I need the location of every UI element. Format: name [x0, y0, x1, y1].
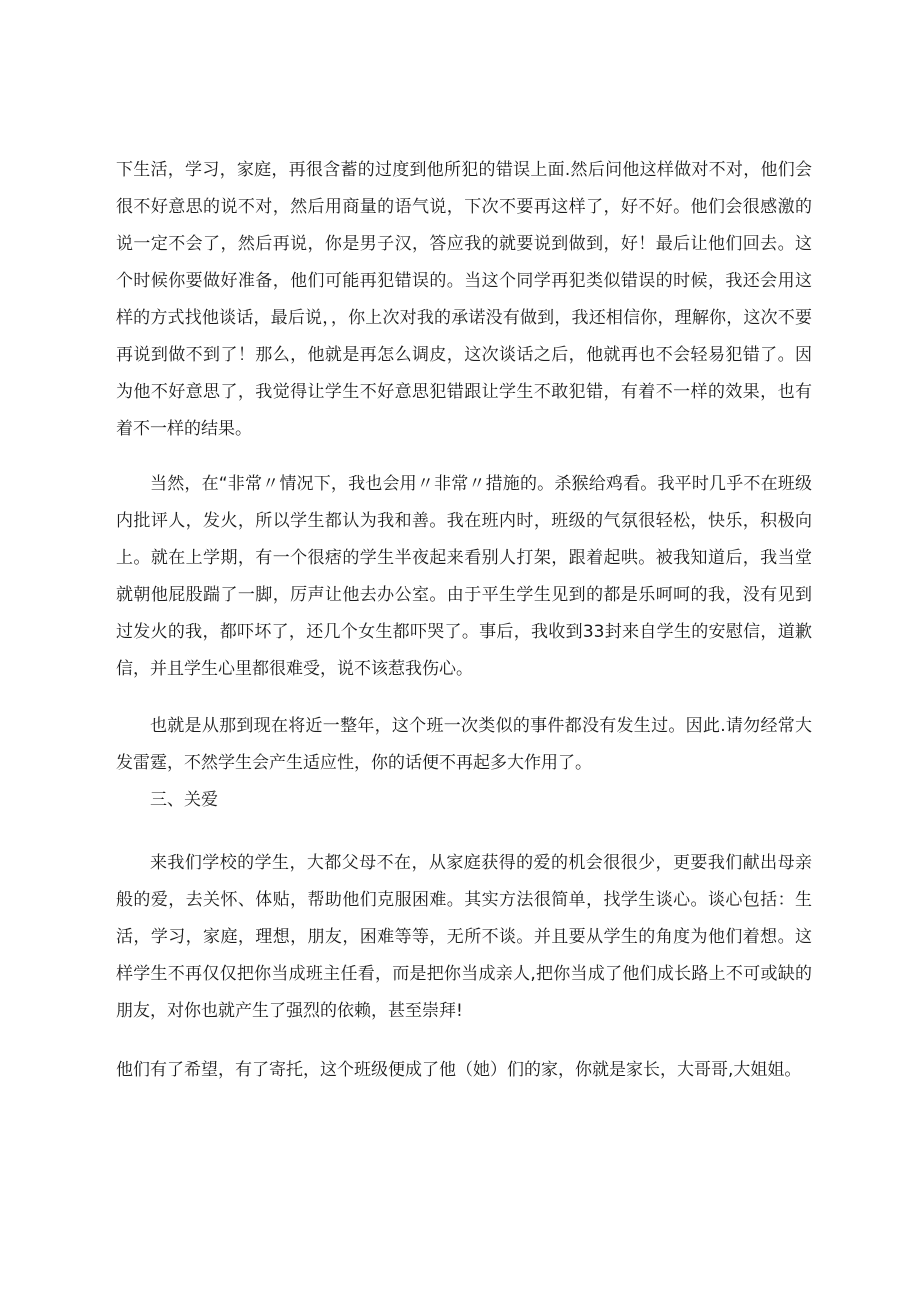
paragraph-3: 也就是从那到现在将近一整年，这个班一次类似的事件都没有发生过。因此.请勿经常大发雷霆，不然学生会产生适应性，你的话便不再起多大作用了。: [116, 716, 812, 773]
section-heading: 三、关爱: [150, 790, 218, 810]
paragraph-5: 他们有了希望，有了寄托，这个班级便成了他（她）们的家，你就是家长，大哥哥,大姐姐。: [116, 1060, 802, 1080]
document-body: [116, 152, 812, 1089]
paragraph-1: 下生活，学习，家庭，再很含蓄的过度到他所犯的错误上面.然后问他这样做对不对，他们会很不好意思的说不对，然后用商量的语气说，下次不要再这样了，好不好。他们会很感激的说一定不会了，然后再说，你是男子汉，答应我的就要说到做到，好！最后让他们回去。这个时候你要做好准备，他们可能再犯错误的。当这个同学再犯类似错误的时候，我还会用这样的方式找他谈话，最后说，，你上次对我的承诺没有做到，我还相信你，理解你，这次不要再说到做不到了！那么，他就是再怎么调皮，这次谈话之后，他就再也不会轻易犯错了。因为他不好意思了，我觉得让学生不好意思犯错跟让学生不敢犯错，有着不一样的效果，也有着不一样的结果。: [116, 160, 812, 439]
paragraph-2: 当然，在“非常〃情况下，我也会用〃非常〃措施的。杀猴给鸡看。我平时几乎不在班级内批评人，发火，所以学生都认为我和善。我在班内时，班级的气氛很轻松，快乐，积极向上。就在上学期，有一个很痞的学生半夜起来看别人打架，跟着起哄。被我知道后，我当堂就朝他屁股踹了一脚，厉声让他去办公室。由于平生学生见到的都是乐呵呵的我，没有见到过发火的我，都吓坏了，还几个女生都吓哭了。事后，我收到33封来自学生的安慰信，道歉信，并且学生心里都很难受，说不该惹我伤心。: [116, 474, 812, 679]
paragraph-4: 来我们学校的学生，大都父母不在，从家庭获得的爱的机会很很少，更要我们献出母亲般的爱，去关怀、体贴，帮助他们克服困难。其实方法很简单，找学生谈心。谈心包括：生活，学习，家庭，理想，朋友，困难等等，无所不谈。并且要从学生的角度为他们着想。这样学生不再仅仅把你当成班主任看，而是把你当成亲人,把你当成了他们成长路上不可或缺的朋友，对你也就产生了强烈的依赖，甚至崇拜!: [116, 853, 812, 1021]
